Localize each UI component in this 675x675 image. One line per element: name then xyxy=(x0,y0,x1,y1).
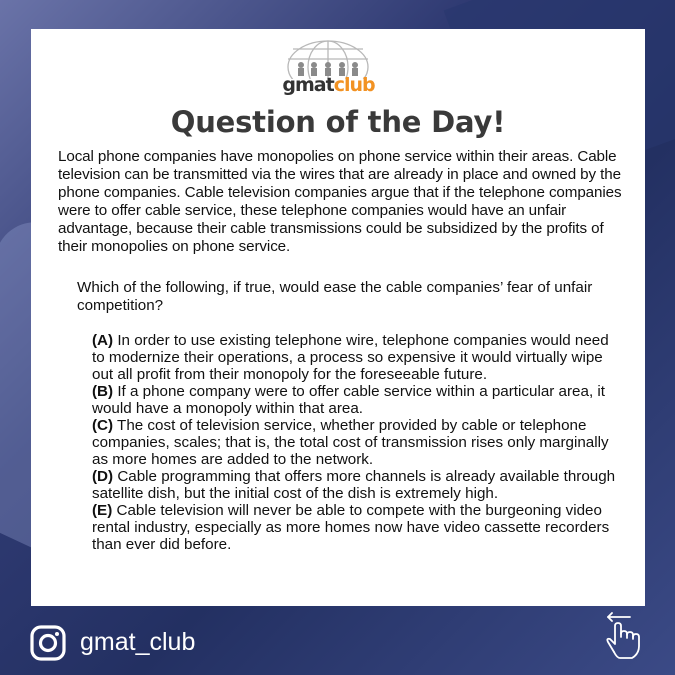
logo-text-gmat: gmat xyxy=(282,74,334,96)
question-card xyxy=(31,29,645,606)
option-letter: (B) xyxy=(92,383,114,400)
option-letter: (E) xyxy=(92,502,113,519)
instagram-icon[interactable] xyxy=(30,625,66,661)
option-text: Cable programming that offers more channels is already available through satellite dish, but the initial cost of the dish is extremely high. xyxy=(92,468,616,502)
answer-option-c xyxy=(92,417,622,468)
question-stimulus: Local phone companies have monopolies on phone service within their areas. Cable television can be transmitted via the wires that are already in place and owned by the phone companies. Cable television companies argue that if the telephone companies were to offer cable service, these telephone companies would have an unfair advantage, because their cable transmissions could be subsidized by the profits of their monopolies on phone service. xyxy=(58,148,622,255)
option-text: In order to use existing telephone wire, telephone companies would need to modernize their operations, a process so expensive it would virtually wipe out all profit from their monopoly for the foreseeable future. xyxy=(92,332,609,383)
answer-option-e xyxy=(92,502,622,553)
option-text: If a phone company were to offer cable service within a particular area, it would have a monopoly within that area. xyxy=(92,383,605,417)
logo-text-club: club xyxy=(333,74,375,96)
answer-option-a xyxy=(92,332,622,383)
social-handle[interactable]: gmat_club xyxy=(80,628,196,656)
gmatclub-logo xyxy=(271,39,386,97)
answer-options xyxy=(92,332,622,553)
page-title: Question of the Day! xyxy=(170,105,506,139)
globe-people-logo-icon xyxy=(271,39,386,79)
option-letter: (C) xyxy=(92,417,114,434)
answer-option-b xyxy=(92,383,622,417)
question-stem: Which of the following, if true, would ease the cable companies’ fear of unfair competition? xyxy=(77,279,593,314)
logo-wordmark xyxy=(271,75,386,95)
option-text: The cost of television service, whether provided by cable or telephone companies, scales; that is, the total cost of transmission rises only marginally as more homes are added to the network. xyxy=(92,417,609,468)
swipe-hand-icon xyxy=(600,612,646,660)
option-text: Cable television will never be able to compete with the burgeoning video rental industry, especially as more homes now have video cassette recorders than ever did before. xyxy=(92,502,610,553)
answer-option-d xyxy=(92,468,622,502)
option-letter: (A) xyxy=(92,332,114,349)
option-letter: (D) xyxy=(92,468,114,485)
